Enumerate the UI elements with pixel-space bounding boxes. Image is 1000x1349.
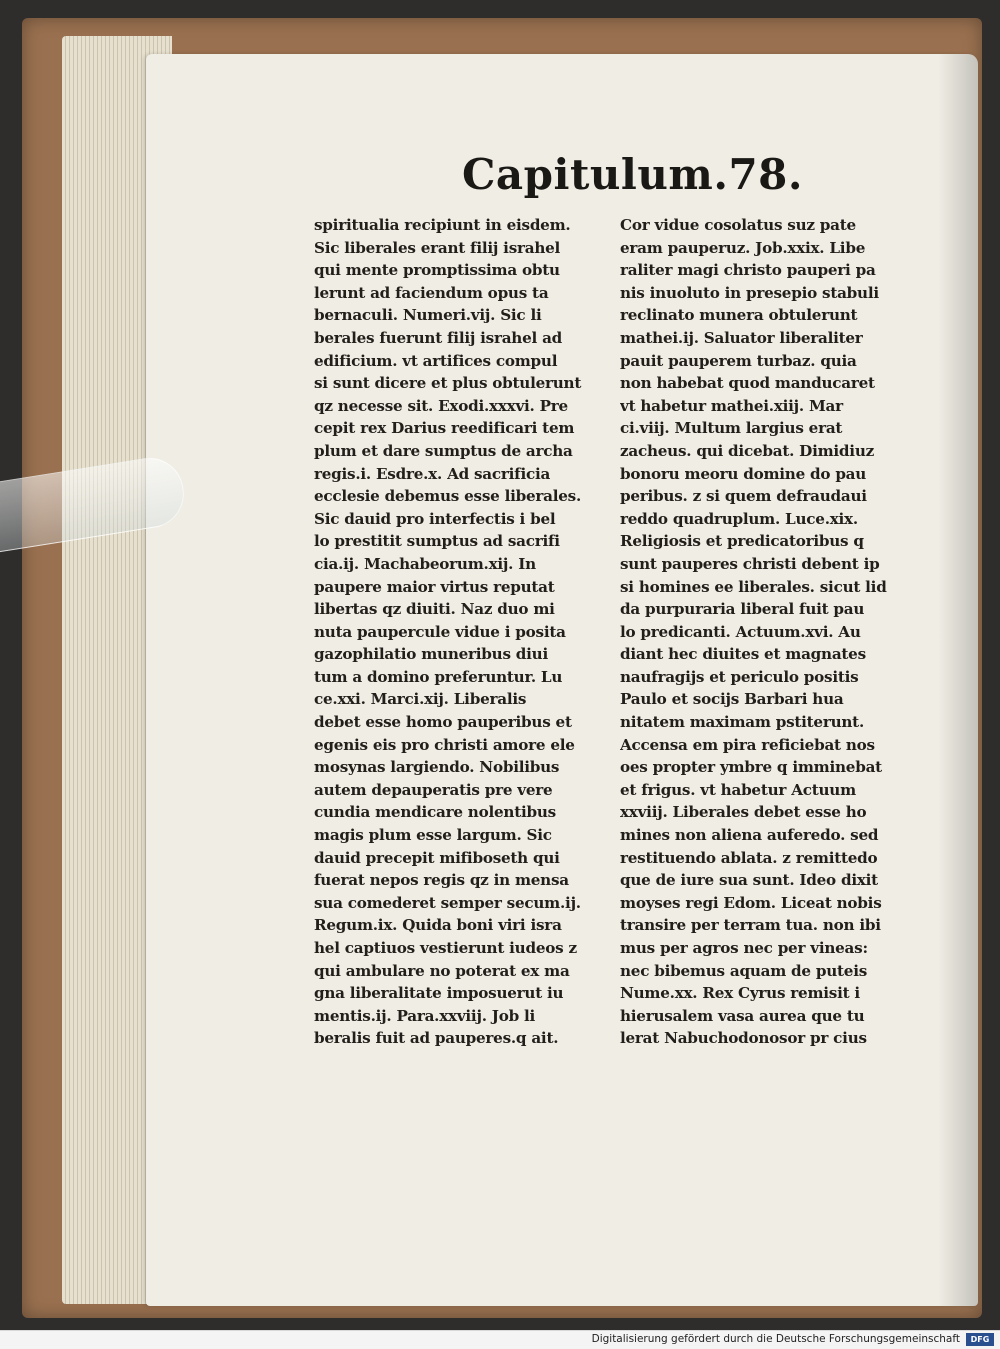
text-line: nitatem maximam pstiterunt. [620, 713, 864, 732]
text-line: lerat Nabuchodonosor pr cius [620, 1029, 867, 1048]
text-line: qui ambulare no poterat ex ma [314, 961, 570, 980]
text-line: bernaculi. Numeri.vij. Sic li [314, 306, 542, 325]
text-line: oes propter ymbre q imminebat [620, 758, 882, 777]
text-line: vt habetur mathei.xiij. Mar [620, 396, 843, 415]
text-line: cia.ij. Machabeorum.xij. In [314, 554, 536, 573]
text-line: Sic liberales erant filij israhel [314, 238, 561, 257]
text-line: cundia mendicare nolentibus [314, 803, 556, 822]
chapter-heading: Capitulum.78. [462, 150, 804, 199]
text-line: qz necesse sit. Exodi.xxxvi. Pre [314, 396, 568, 415]
text-line: plum et dare sumptus de archa [314, 441, 573, 460]
text-line: zacheus. qui dicebat. Dimidiuz [620, 441, 874, 460]
text-line: hierusalem vasa aurea que tu [620, 1006, 865, 1025]
left-text-column [314, 214, 602, 1050]
dfg-logo: DFG [966, 1333, 994, 1346]
text-line: xxviij. Liberales debet esse ho [620, 803, 867, 822]
text-line: beralis fuit ad pauperes.q ait. [314, 1029, 559, 1048]
text-line: ci.viij. Multum largius erat [620, 419, 843, 438]
text-line: nec bibemus aquam de puteis [620, 961, 868, 980]
text-line: transire per terram tua. non ibi [620, 916, 881, 935]
text-line: naufragijs et periculo positis [620, 667, 859, 686]
text-line: gazophilatio muneribus diui [314, 645, 548, 664]
text-line: et frigus. vt habetur Actuum [620, 780, 856, 799]
text-line: Accensa em pira reficiebat nos [620, 735, 875, 754]
text-line: gna liberalitate imposuerut iu [314, 984, 564, 1003]
text-line: da purpuraria liberal fuit pau [620, 600, 865, 619]
text-line: lerunt ad faciendum opus ta [314, 283, 549, 302]
text-line: sunt pauperes christi debent ip [620, 554, 880, 573]
text-line: Religiosis et predicatoribus q [620, 532, 864, 551]
text-line: mathei.ij. Saluator liberaliter [620, 328, 863, 347]
text-line: autem depauperatis pre vere [314, 780, 553, 799]
text-line: reclinato munera obtulerunt [620, 306, 858, 325]
text-line: moyses regi Edom. Liceat nobis [620, 893, 882, 912]
text-line: Paulo et socijs Barbari hua [620, 690, 844, 709]
text-line: diant hec diuites et magnates [620, 645, 866, 664]
footer-bar [0, 1330, 1000, 1349]
text-line: peribus. z si quem defraudaui [620, 487, 867, 506]
text-line: nuta paupercule vidue i posita [314, 622, 566, 641]
text-line: libertas qz diuiti. Naz duo mi [314, 600, 555, 619]
text-line: hel captiuos vestierunt iudeos z [314, 939, 577, 957]
text-line: qui mente promptissima obtu [314, 261, 560, 280]
text-line: regis.i. Esdre.x. Ad sacrificia [314, 464, 551, 483]
text-line: egenis eis pro christi amore ele [314, 735, 575, 754]
text-line: si homines ee liberales. sicut lid [620, 577, 887, 596]
right-text-column [620, 214, 892, 1050]
text-line: mosynas largiendo. Nobilibus [314, 758, 560, 777]
text-line: debet esse homo pauperibus et [314, 713, 572, 732]
text-line: pauit pauperem turbaz. quia [620, 351, 857, 370]
text-line: edificium. vt artifices compul [314, 351, 558, 370]
text-line: reddo quadruplum. Luce.xix. [620, 509, 858, 528]
text-line: ecclesie debemus esse liberales. [314, 487, 582, 506]
text-line: non habebat quod manducaret [620, 374, 875, 393]
text-line: lo predicanti. Actuum.xvi. Au [620, 622, 861, 641]
text-line: que de iure sua sunt. Ideo dixit [620, 871, 878, 890]
text-line: spiritualia recipiunt in eisdem. [314, 216, 571, 234]
text-line: Regum.ix. Quida boni viri isra [314, 916, 562, 935]
text-line: mines non aliena auferedo. sed [620, 826, 879, 845]
funding-credit: Digitalisierung gefördert durch die Deutsche Forschungsgemeinschaft [591, 1333, 960, 1345]
page-gutter-shadow [938, 54, 978, 1306]
text-line: nis inuoluto in presepio stabuli [620, 283, 879, 302]
text-line: fuerat nepos regis qz in mensa [314, 871, 569, 890]
text-line: restituendo ablata. z remittedo [620, 848, 878, 867]
text-line: eram pauperuz. Job.xxix. Libe [620, 238, 866, 257]
text-line: magis plum esse largum. Sic [314, 826, 552, 845]
text-line: tum a domino preferuntur. Lu [314, 667, 563, 686]
text-line: paupere maior virtus reputat [314, 577, 555, 596]
text-line: lo prestitit sumptus ad sacrifi [314, 532, 560, 551]
text-line: Cor vidue cosolatus suz pate [620, 216, 856, 234]
text-line: cepit rex Darius reedificari tem [314, 419, 575, 438]
text-line: mentis.ij. Para.xxviij. Job li [314, 1006, 536, 1025]
text-line: mus per agros nec per vineas: [620, 939, 868, 957]
text-line: bonoru meoru domine do pau [620, 464, 867, 483]
text-line: Sic dauid pro interfectis i bel [314, 509, 556, 528]
text-line: dauid precepit mifiboseth qui [314, 848, 560, 867]
text-line: berales fuerunt filij israhel ad [314, 328, 563, 347]
text-line: Nume.xx. Rex Cyrus remisit i [620, 984, 860, 1003]
text-line: ce.xxi. Marci.xij. Liberalis [314, 690, 527, 709]
text-line: raliter magi christo pauperi pa [620, 261, 876, 280]
text-line: si sunt dicere et plus obtulerunt [314, 374, 582, 393]
text-line: sua comederet semper secum.ij. [314, 893, 581, 912]
